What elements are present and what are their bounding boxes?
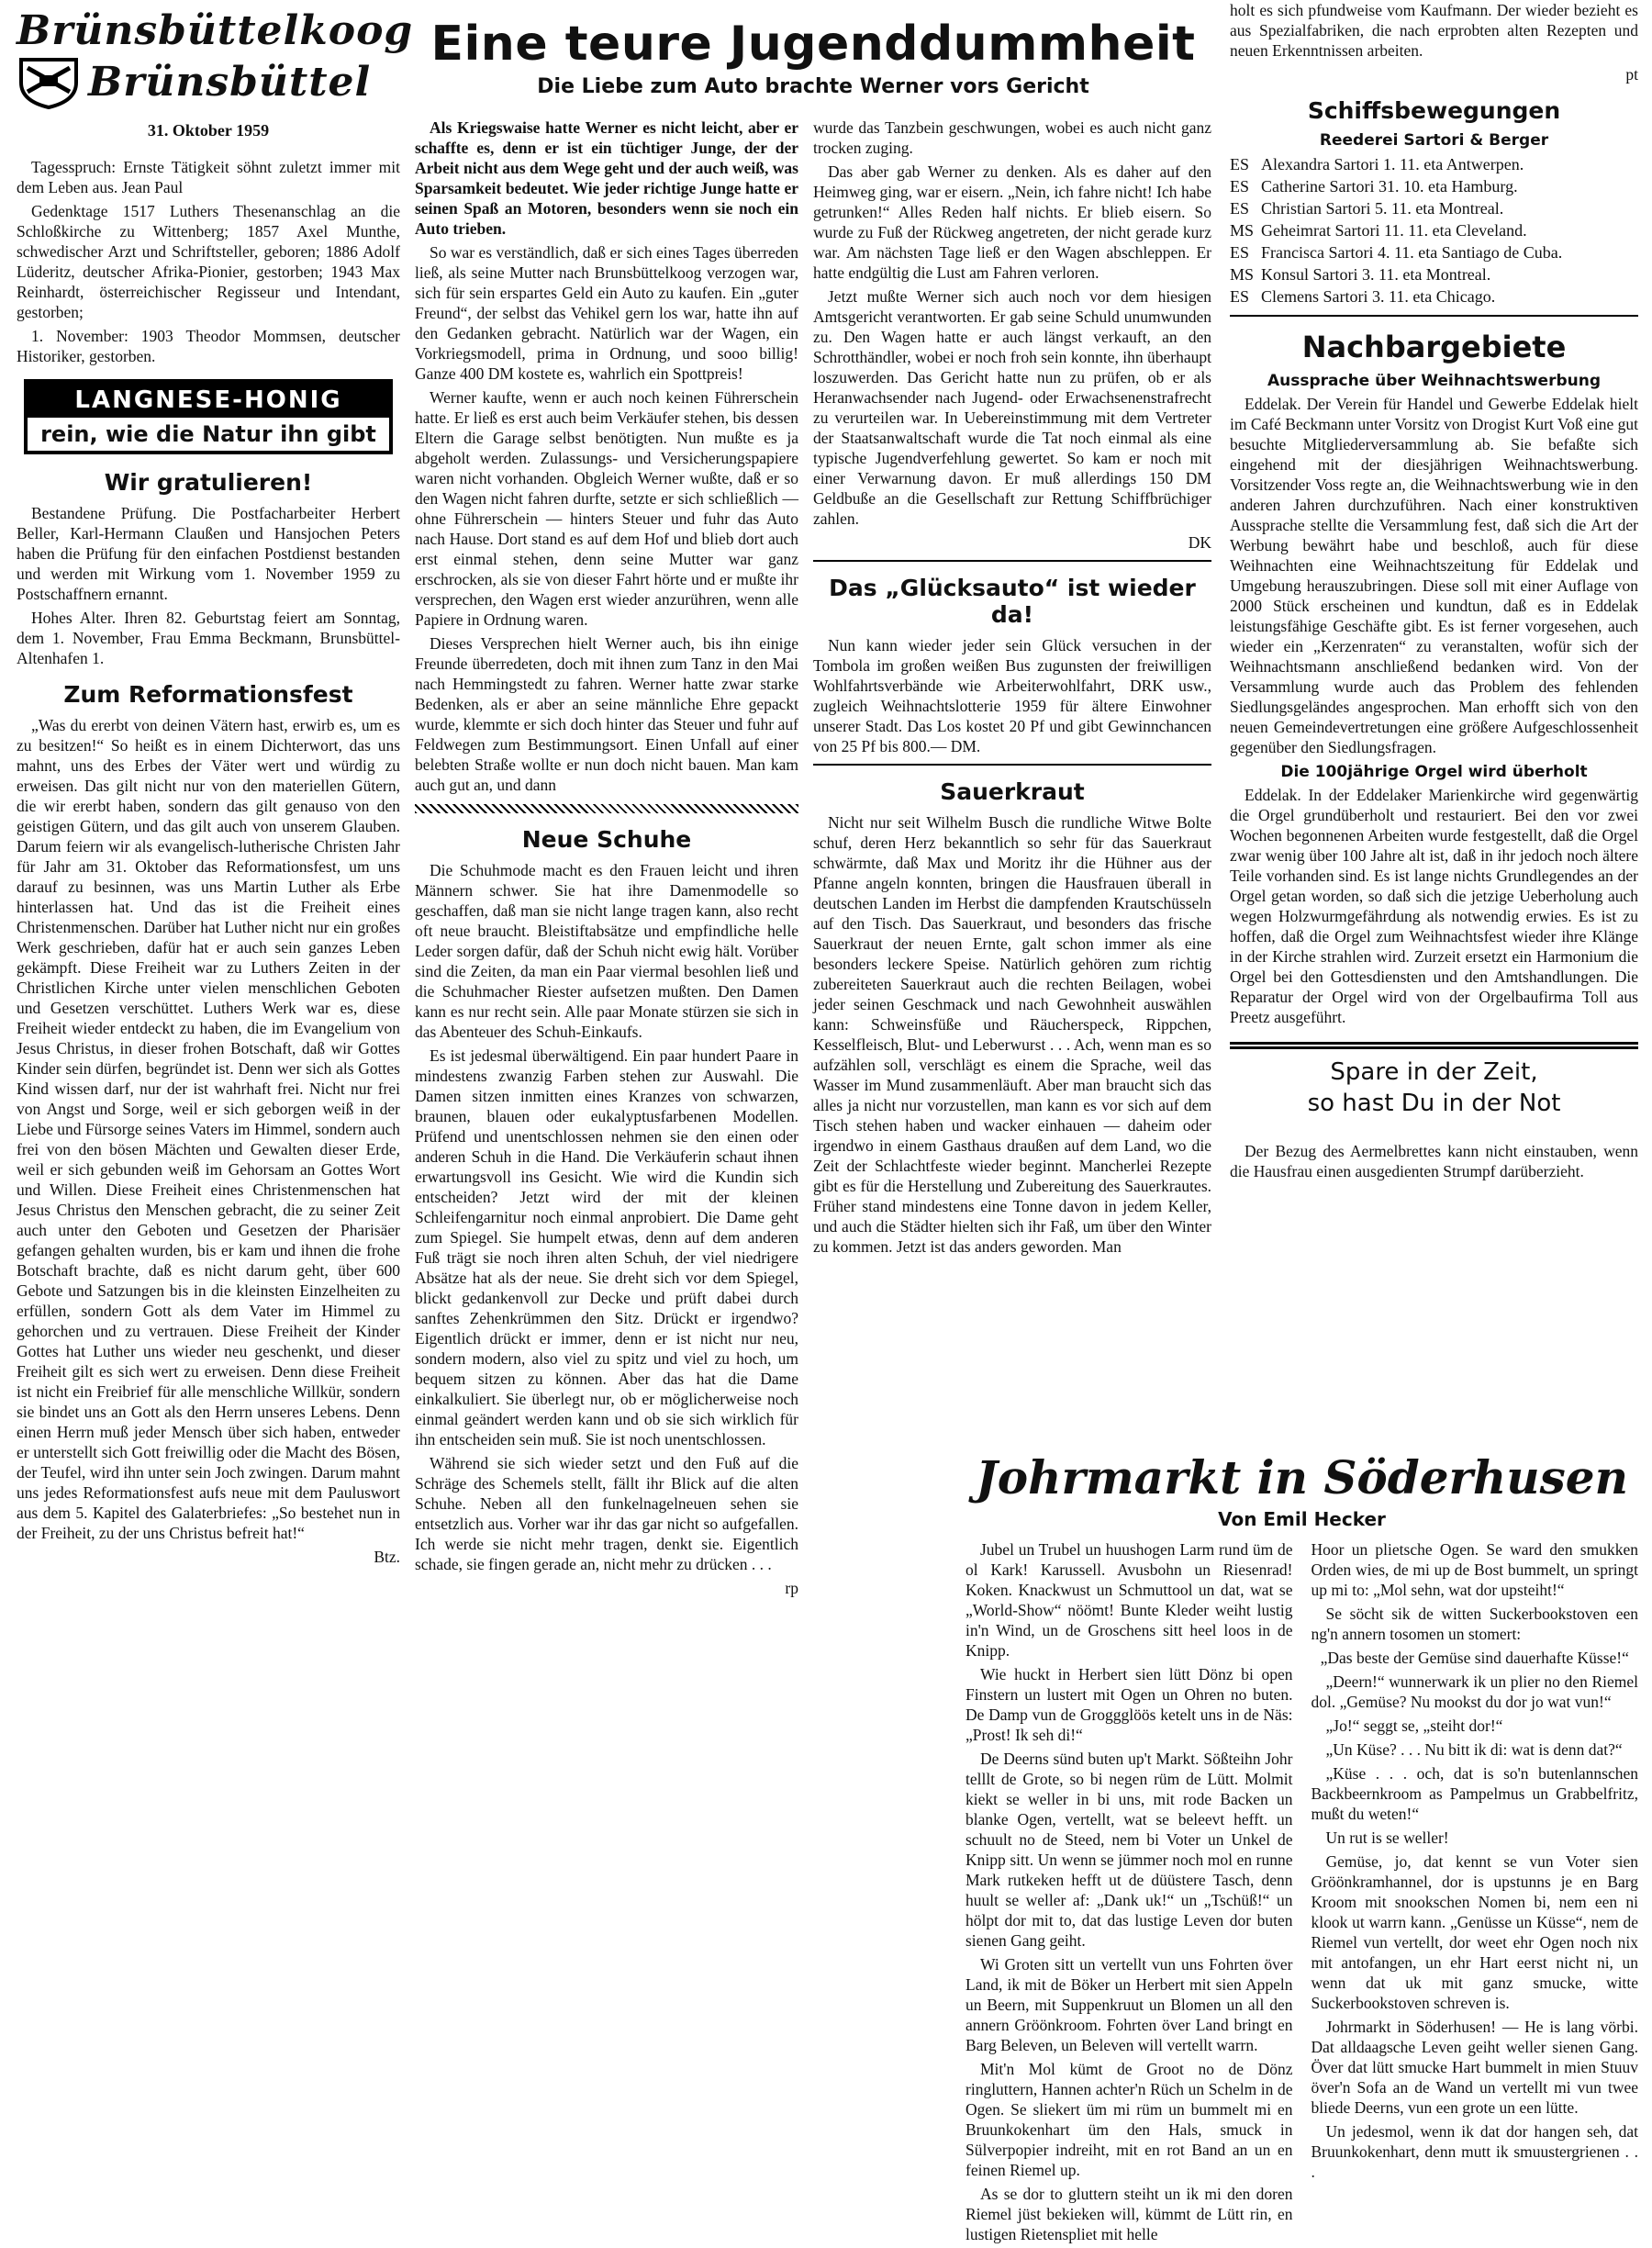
list-item: ES Francisca Sartori 4. 11. eta Santiago de Cuba. (1230, 243, 1563, 262)
sauerkraut-title: Sauerkraut (940, 778, 1085, 805)
reformation-signature: Btz. (374, 1548, 400, 1566)
ships-title: Schiffsbewegungen (1307, 97, 1561, 124)
article-p2: Werner kaufte, wenn er auch noch keinen Führerschein hatte. Er ließ es erst auch beim Verkäufer stehen, bis dessen Eltern die Garage selbst benötigten. Nun mußte es ja abgeholt werden. Zulassungs- und Versicherungspapiere waren nicht vorhanden. Obgleich Werner wußte, daß er so den Wagen nicht fahren durfte, setzte er sich schließlich — ohne Führerschein — hinters Steuer und fuhr das Auto nach Hause. Dort stand es auf dem Hof und blieb dort auch erst einmal stehen, denn seine Mutter war ganz erschrocken, als sie von dieser Fahrt hörte und er mußte ihr versprechen, den Wagen erst wieder anzurühren, wenn alle Papiere in Ordnung waren. (415, 388, 798, 629)
ad-slogan: rein, wie die Natur ihn gibt (40, 421, 376, 447)
divider (813, 560, 1211, 562)
paragraph: Un jedesmol, wenn ik dat dor hangen seh, dat Bruunkokenhart, denn mutt ik smuustergrienen . . . (1311, 2122, 1638, 2181)
tagesspruch: Tagesspruch: Ernste Tätigkeit söhnt zuletzt immer mit dem Leben aus. Jean Paul (17, 158, 400, 196)
article-cont-p2: Das aber gab Werner zu denken. Als es daher auf den Heimweg ging, war er eisern. „Nein, ich fahre nicht! Ich habe getrunken!“ Alles Reden half nichts. Er blieb eisern. So wurde zu Fuß der Rückweg angetreten, der nicht gerade kurz war. Am nächsten Tage ließ er den Wagen abschleppen. Er hatte endgültig die Lust am Fahren verloren. (813, 162, 1211, 282)
article-p1: So war es verständlich, daß er sich eines Tages überreden ließ, als seine Mutter nach Brunsbüttelkoog verzogen war, sich für sein erspartes Geld ein Auto zu kaufen. Ein „guter Freund“, der selbst das Vehikel gern los war, hatte ihn auf den Gedanken gebracht. Natürlich war der Wagen, ein Vorkriegsmodell, prima in Ordnung, und sooo billig! Ganze 400 DM kostete es, wahrlich ein Spottpreis! (415, 243, 798, 383)
spare-box (1230, 1042, 1638, 1126)
schuhe-signature: rp (785, 1579, 798, 1597)
ships-list (1230, 153, 1638, 308)
masthead-line-1: Brünsbüttelkoog (17, 7, 414, 54)
aermel-tip: Der Bezug des Aermelbrettes kann nicht einstauben, wenn die Hausfrau einen ausgedienten Strumpf darüberzieht. (1230, 1142, 1638, 1180)
schuhe-title: Neue Schuhe (521, 826, 692, 853)
sauerkraut-cont: holt es sich pfundweise vom Kaufmann. Der wieder bezieht es aus Spezialfabriken, die nach erprobten alten Rezepten und neuen Erkenntnissen arbeiten. (1230, 1, 1638, 60)
coat-of-arms-icon (17, 55, 81, 110)
column-4 (1230, 0, 1638, 1432)
column-2-body (415, 117, 798, 2165)
article-lead: Als Kriegswaise hatte Werner es nicht leicht, aber er schaffte es, denn er ist ein tüchtiger Junge, der der Arbeit nicht aus dem Wege geht und der auch weiß, was Sparsamkeit bedeutet. Wie jeder richtige Junge hatte er seinen Spaß an Motoren, besonders wenn sie noch ein Auto trieben. (415, 118, 798, 238)
jahrmarkt-byline: Von Emil Hecker (1218, 1508, 1386, 1530)
nachbar-title: Nachbargebiete (1301, 330, 1567, 364)
list-item: ES Christian Sartori 5. 11. eta Montreal. (1230, 199, 1504, 218)
list-item: MS Konsul Sartori 3. 11. eta Montreal. (1230, 265, 1491, 284)
article-p3: Dieses Versprechen hielt Werner auch, bis ihn einige Freunde überredeten, doch mit ihnen zum Tanz in den Mai nach Hemmingstedt zu fahren. Werner hatte zwar starke Bedenken, als er aber an seine männliche Ehre gepackt wurde, klemmte er sich doch hinter das Steuer und fuhr auf Feldwegen zum Bestimmungsort. Einen Unfall auf einer belebten Straße wollte er nun doch nicht bauen. Man kam auch gut an, und dann (415, 634, 798, 794)
sauerkraut-signature: pt (1625, 65, 1638, 84)
gratulieren-p1: Bestandene Prüfung. Die Postfacharbeiter Herbert Beller, Karl-Hermann Claußen und Hansjochen Peters haben die Prüfung für den einfachen Postdienst bestanden und werden mit Wirkung vom 1. November 1959 zu Postschaffnern ernannt. (17, 504, 400, 603)
spare-line-1: Spare in der Zeit, (1330, 1058, 1538, 1086)
paragraph: Johrmarkt in Söderhusen! — He is lang vörbi. Dat alldaagsche Leven geiht weller sienen Gang. Över dat lütt smucke Hart bummelt in mien Stuuv över'n Sofa an de Wand un vertellt mi vun twee bliede Deerns, vun een grote un een lütte. (1311, 2018, 1638, 2117)
article-cont-p3: Jetzt mußte Werner sich auch noch vor dem hiesigen Amtsgericht verantworten. Er gab seine Schuld unumwunden zu. Den Wagen hatte er auch längst verkauft, an den Schrotthändler, wobei er noch froh sein konnte, ihn überhaupt loszuwerden. Das Gericht hatte nun zu prüfen, ob er als Heranwachsender nach Jugend- oder Erwachsenenstrafrecht zu verurteilen war. In Uebereinstimmung mit dem Vertreter der Staatsanwaltschaft wurde die Tat noch einmal als eine typische Jugendverfehlung gewertet. So kam er noch mit einer Verwarnung davon. Er muß allerdings 150 DM Geldbuße an die Gesellschaft zur Rettung Schiffbrüchiger zahlen. (813, 287, 1211, 528)
gratulieren-title: Wir gratulieren! (104, 469, 313, 496)
reformation-text: „Was du ererbt von deinen Vätern hast, erwirb es, um es zu besitzen!“ So heißt es in einem Dichterwort, das uns mahnt, uns des Erbes der Väter wert und würdig zu erweisen. Das gilt nicht nur von den materiellen Gütern, die wir ererbt haben, sondern das gilt genauso von den geistigen Gütern, und das gilt auch von unserem Glauben. Darum feiern wir als evangelisch-lutherische Christen Jahr für Jahr am 31. Oktober das Reformationsfest, um uns darauf zu besinnen, was uns Martin Luther als Erbe hinterlassen hat. Und das ist die Freiheit eines Christenmenschen. Darüber hat Luther nicht nur ein großes Werk geschrieben, dafür hat er auch sein ganzes Leben gekämpft. Diese Freiheit war zu Luthers Zeiten in der Christlichen Kirche unter vielen menschlichen Geboten und Gesetzen verschüttet. Luthers Werk war es, diese Freiheit wieder entdeckt zu haben, die im Evangelium von Jesus Christus, in dieser frohen Botschaft, daß wir Gottes Kinder sein dürfen, begründet ist. Denn wer sich als Gottes Kind wissen darf, nur der ist wahrhaft frei. Nicht nur frei von Angst und Sorge, weil er sich geborgen weiß in der Liebe und Fürsorge seines Vaters im Himmel, sondern auch frei von den bösen Mächten und Gewalten dieser Erde, weil er sich gebunden weiß im Gehorsam an Gottes Wort und Willen. Diese Freiheit eines Christenmenschen hat Jesus Christus den Menschen gebracht, die zu seiner Zeit auch unter den Geboten und Gesetzen der Pharisäer gefangen gehalten wurden, bis er kam und ihnen die frohe Botschaft brachte, daß es nicht darum geht, über 600 Gebote und Satzungen bis in die kleinsten Einzelheiten zu erfüllen, sondern Gott als dem Vater im Himmel zu gehorchen und zu vertrauen. Diese Freiheit der Kinder Gottes hat Luther uns wieder neu geschenkt, und dieser Freiheit gilt es sich wert zu erweisen. Denn diese Freiheit ist nicht ein Freibrief für alle menschliche Willkür, sondern sie bindet uns an Gott als den Herrn unseres Lebens. Denn einen Herrn muß jeder Mensch über sich haben, entweder er unterstellt sich Gott freiwillig oder die Macht des Bösen, der Teufel, wird ihn unter sein Joch zwingen. Darum mahnt uns jedes Reformationsfest aufs neue mit dem Pauluswort aus dem 5. Kapitel des Galaterbriefes: „So bestehet nun in der Freiheit, zu der uns Christus befreit hat!“ (17, 716, 400, 1542)
paragraph: „Un Küse? . . . Nu bitt ik di: wat is denn dat?“ (1325, 1740, 1623, 1759)
masthead-line-2: Brünsbüttel (88, 59, 372, 106)
nachbar-p1: Eddelak. Der Verein für Handel und Gewerbe Eddelak hielt im Café Beckmann unter Vorsitz von Drogist Kurt Voß eine gut besuchte Mitgliederversammlung ab. Sie befaßte sich eingehend mit der diesjährigen Weihnachtswerbung. Vorsitzender Voss regte an, die Weihnachtswerbung wie in den anderen Jahren durchzuführen. Nach einer konstruktiven Aussprache stellte die Versammlung fest, daß sich die Art der Werbung bewährt habe und beschloß, auch für diese Weihnachten eine Weihnachtszeitung für Eddelak und Umgebung herauszubringen. Diese soll mit einer Auflage von 2000 Stück erscheinen und kundtun, daß es in Eddelak leistungsfähige Geschäfte gibt. Es ist ferner vorgesehen, auch wieder ein „Kerzenraten“ zu veranstalten, wofür sich der Weihnachtsmann anschließend bedanken wird. Von der Versammlung wurde auch das Problem des fehlenden Siedlungsgeländes angesprochen. Man erhofft sich von den neuen Gemeindevertretungen eine größere Aufgeschlossenheit gegenüber den Siedlungsfragen. (1230, 395, 1638, 756)
issue-date: 31. Oktober 1959 (147, 121, 270, 140)
november-note: 1. November: 1903 Theodor Mommsen, deutscher Historiker, gestorben. (17, 327, 400, 365)
jahrmarkt-left (966, 1539, 1293, 2248)
paragraph: „Deern!“ wunnerwark ik un plier no den Riemel dol. „Gemüse? Nu mookst du dor jo wat vun!“ (1311, 1672, 1638, 1711)
paragraph: Hoor un plietsche Ogen. Se ward den smukken Orden wies, de mi up de Bost bummelt, un springt up mi to: „Mol sehn, wat dor upsteiht!“ (1311, 1540, 1638, 1599)
article-cont-p1: wurde das Tanzbein geschwungen, wobei es auch nicht ganz trocken zuging. (813, 118, 1211, 157)
main-headline-block (415, 0, 1211, 111)
paragraph: Mit'n Mol kümt de Groot no de Dönz ringluttern, Hannen achter'n Rüch un Schelm in de Ogen. Se sliekert üm mi rüm un bummelt mi en Bruunkokenhart üm den Hals, smuck in Sülverpopier indreiht, mit en rot Band an un en feinen Riemel up. (966, 2060, 1293, 2179)
sauerkraut-text: Nicht nur seit Wilhelm Busch die rundliche Witwe Bolte schuf, deren Herz bekanntlich so sehr für das Sauerkraut schwärmte, daß Max und Moritz ihr die Hühner aus der Pfanne angeln konnten, bringen die Hausfrauen überall in deutschen Landen im Herbst die dampfenden Krautschüsseln auf den Tisch. Das Sauerkraut, und besonders das frische Sauerkraut der neuen Ernte, galt schon immer als eine besonders leckere Speise. Natürlich gehören zum richtig zubereiteten Sauerkraut auch die rechten Beilagen, wobei jeder seinen Geschmack und nach Gewohnheit auswählen kann: Schweinsfüße und Räucherspeck, Rippchen, Kesselfleisch, Blut- und Leberwurst . . . Ach, wenn man es so aufzählen soll, verschlägt es einem die Sprache, weil das Wasser im Mund zusammenläuft. Aber man braucht sich das alles ja nicht nur vorzustellen, man kann es vor sich auf dem Tisch stehen haben und wacker einhauen — daheim oder irgendwo in einem Gasthaus draußen auf dem Land, wo die Zeit der Schlachtfeste wieder beginnt. Mancherlei Rezepte gibt es für die Herstellung und Zubereitung des Sauerkrautes. Früher stand mindestens eine Tonne davon in jedem Keller, und auch die Städter hielten sich ihr Faß, um über den Winter zu kommen. Jetzt ist das anders geworden. Man (813, 813, 1211, 1256)
paragraph: Un rut is se weller! (1325, 1829, 1449, 1847)
divider (415, 804, 798, 813)
spare-line-2: so hast Du in der Not (1307, 1090, 1561, 1117)
paragraph: Gemüse, jo, dat kennt se vun Voter sien Gröönkramhannel, dor is upstunns je en Barg Kroom mit snookschen Nomen bi, nem een ni klook ut warrn kann. „Genüsse un Küsse“, nem de Riemel vun vertellt, dor weet ehr Ogen noch nix mit antofangen, un ehr Hart eerst nicht ni, un wenn dat uk mit ganz smucke, witte Suckerbookstoven schreven is. (1311, 1852, 1638, 2012)
divider (813, 764, 1211, 766)
divider (1230, 315, 1638, 317)
gratulieren-p2: Hohes Alter. Ihren 82. Geburtstag feiert am Sonntag, dem 1. November, Frau Emma Beckmann, Brunsbüttel-Altenhafen 1. (17, 609, 400, 667)
jahrmarkt-title: Johrmarkt in Söderhusen (976, 1450, 1628, 1504)
main-headline: Eine teure Jugenddummheit (430, 17, 1196, 72)
schuhe-p1: Die Schuhmode macht es den Frauen leicht und ihren Männern schwer. Sie hat ihre Damenmodelle so geschaffen, daß man sie nicht lange tragen kann, also recht oft neue braucht. Bleistiftabsätze und empfindliche helle Leder sorgen dafür, daß der Schuh nicht ewig hält. Vorüber sind die Zeiten, da man ein Paar viermal besohlen ließ und die Schuhmacher Riester aufsetzen mußten. Den Damen kann es nur recht sein. Alle paar Monate stürzen sie sich in das Abenteuer des Schuh-Einkaufs. (415, 861, 798, 1041)
column-3 (813, 117, 1211, 1439)
paragraph: Wie huckt in Herbert sien lütt Dönz bi open Finstern un lustert mit Ogen un Ohren no buten. De Damp vun de Groggglöös ketelt uns in de Näs: „Prost! Ik seh di!“ (966, 1665, 1293, 1744)
nachbar-p2: Eddelak. In der Eddelaker Marienkirche wird gegenwärtig die Orgel grundüberholt und restauriert. Bei den vor zwei Wochen begonnenen Arbeiten wurde festgestellt, daß die Orgel zwar wenig über 100 Jahre alt ist, daß in ihr jedoch noch ältere Teile vorhanden sind. Es ist lange nichts Grundlegendes an der Orgel getan worden, so daß sich die jetzige Ueberholung auch wegen Holzwurmgefährdung als notwendig erwies. Es ist zu hoffen, daß die Orgel zum Weihnachtsfest wieder ihre Klänge in der Kirche strahlen wird. Zurzeit ersetzt ein Harmonium die Orgel bei den Gottesdiensten und den Amtshandlungen. Die Reparatur der Orgel wird von der Orgelbaufirma Toll aus Preetz ausgeführt. (1230, 786, 1638, 1026)
main-subhead: Die Liebe zum Auto brachte Werner vors Gericht (537, 75, 1089, 98)
article-signature: DK (1188, 533, 1211, 552)
jahrmarkt-article (966, 1450, 1638, 2243)
gedenktage: Gedenktage 1517 Luthers Thesenanschlag an die Schloßkirche zu Wittenberg; 1857 Axel Munthe, schwedischer Arzt und Schriftsteller, geboren; 1886 Adolf Lüderitz, deutscher Afrika-Pionier, gestorben; 1943 Max Reinhardt, österreichischer Regisseur und Intendant, gestorben; (17, 202, 400, 321)
paragraph: „Das beste der Gemüse sind dauerhafte Küsse!“ (1320, 1649, 1629, 1667)
list-item: ES Alexandra Sartori 1. 11. eta Antwerpen. (1230, 155, 1524, 173)
paragraph: Se söcht sik de witten Suckerbookstoven een ng'n annern tosomen un stomert: (1311, 1605, 1638, 1643)
nachbar-subtitle-1: Aussprache über Weihnachtswerbung (1267, 372, 1602, 390)
list-item: MS Geheimrat Sartori 11. 11. eta Cleveland. (1230, 221, 1527, 240)
ships-subtitle: Reederei Sartori & Berger (1319, 131, 1549, 150)
paragraph: „Jo!“ seggt se, „steiht dor!“ (1325, 1717, 1503, 1735)
schuhe-p3: Während sie sich wieder setzt und den Fuß auf die Schräge des Schemels stellt, fällt ihr Blick auf die alten Schuhe. Neben all den funkelnagelneuen sehen sie entsetzlich aus. Vorher war ihr das gar nicht so aufgefallen. Ich werde sie nicht mehr tragen, denkt sie. Eigentlich schade, sie fingen gerade an, nicht mehr zu drücken . . . (415, 1454, 798, 1573)
column-1 (17, 0, 414, 2165)
paragraph: „Küse . . . och, dat is so'n butenlannschen Backbeernkroom as Pampelmus un Grabbelfritz, mußt du weten!“ (1311, 1764, 1638, 1823)
paragraph: De Deerns sünd buten up't Markt. Sößteihn Johr telllt de Grote, so bi negen rüm de Lütt. Molmit kiekt se weller in bi uns, mit rode Backen un blanke Ogen, vertellt, wat se beleevt hefft. un schuult no de Steed, nem bi Voter un Unkel de Knipp sitt. Un wenn se jümmer noch mol en runne Mark rutkeken hefft ut de düüstere Tasch, denn huult se weller af: „Dank uk!“ un „Tschüß!“ un hölpt dor mit to, dat das lustige Leven dor buten sienen Gang geiht. (966, 1750, 1293, 1950)
list-item: ES Catherine Sartori 31. 10. eta Hamburg. (1230, 177, 1518, 196)
glueck-text: Nun kann wieder jeder sein Glück versuchen in der Tombola im großen weißen Bus zugunsten der freiwilligen Wohlfahrtsverbände wie Arbeiterwohlfahrt, DRK usw., zugleich Weihnachtslotterie 1959 für ältere Einwohner unserer Stadt. Das Los kostet 20 Pf und gibt Gewinnchancen von 25 Pf bis 800.— DM. (813, 636, 1211, 755)
langnese-ad (24, 379, 393, 454)
schuhe-p2: Es ist jedesmal überwältigend. Ein paar hundert Paare in mindestens zwanzig Farben stehen zur Auswahl. Die Damen sitzen inmitten eines Kranzes von schwarzen, braunen, blauen oder eukalyptusfarbenen Modellen. Prüfend und unentschlossen nehmen sie den einen oder anderen Schuh in die Hand. Die Verkäuferin schaut ihnen erwartungsvoll ins Gesicht. Wie wird die Kundin sich entscheiden? Jetzt wird der mit der kleinen Schleifengarnitur noch einmal anprobiert. Die Dame geht zum Spiegel. Sie humpelt etwas, denn auf dem anderen Fuß trägt sie noch ihren alten Schuh, der viel niedrigere Absätze hat als der neue. Sie dreht sich vor dem Spiegel, blickt gedankenvoll zur Decke und prüft dabei durch sanftes Zehenkrümmen den Sitz. Drückt er irgendwo? Eigentlich drückt er immer, denn er ist nicht nur neu, sondern modern, also viel zu spitz und viel zu hoch, um bequem sitzen zu können. Aber das hat die Dame einkalkuliert. Sie überlegt nur, ob er möglicherweise noch einmal geändert werden kann und ob sie sich wirklich für ihn entscheiden sein muß. Sie ist noch unentschlossen. (415, 1046, 798, 1448)
paragraph: As se dor to gluttern steiht un ik mi den doren Riemel jüst bekieken will, kümmt de Lütt rin, en lustigen Rietenspliet mit helle (966, 2185, 1293, 2243)
jahrmarkt-right (1312, 1539, 1639, 2248)
paragraph: Wi Groten sitt un vertellt vun uns Fohrten över Land, ik mit de Böker un Herbert mit sien Appeln un Beern, mit Suppenkruut un Blomen un all den annern Gröönkroom. Fohrten över Land bringt en Barg Beleven, un Beleven will vertellt warrn. (966, 1955, 1293, 2054)
ad-brand: LANGNESE-HONIG (28, 383, 389, 418)
glueck-title: Das „Glücksauto“ ist wieder da! (829, 575, 1196, 628)
list-item: ES Clemens Sartori 3. 11. eta Chicago. (1230, 287, 1496, 306)
paragraph: Jubel un Trubel un huushogen Larm rund üm de ol Kark! Karussell. Avusbohn un Riesenrad! Koken. Knackwust un Schmuttool un dat, wat se „World-Show“ nöömt! Bunte Kleder weiht lustig in'n Wind, un de Groschens sitt heel loos in de Knipp. (966, 1540, 1293, 1660)
masthead (17, 7, 414, 140)
reformation-title: Zum Reformationsfest (63, 681, 353, 708)
nachbar-subtitle-2: Die 100jährige Orgel wird überholt (1280, 763, 1588, 781)
